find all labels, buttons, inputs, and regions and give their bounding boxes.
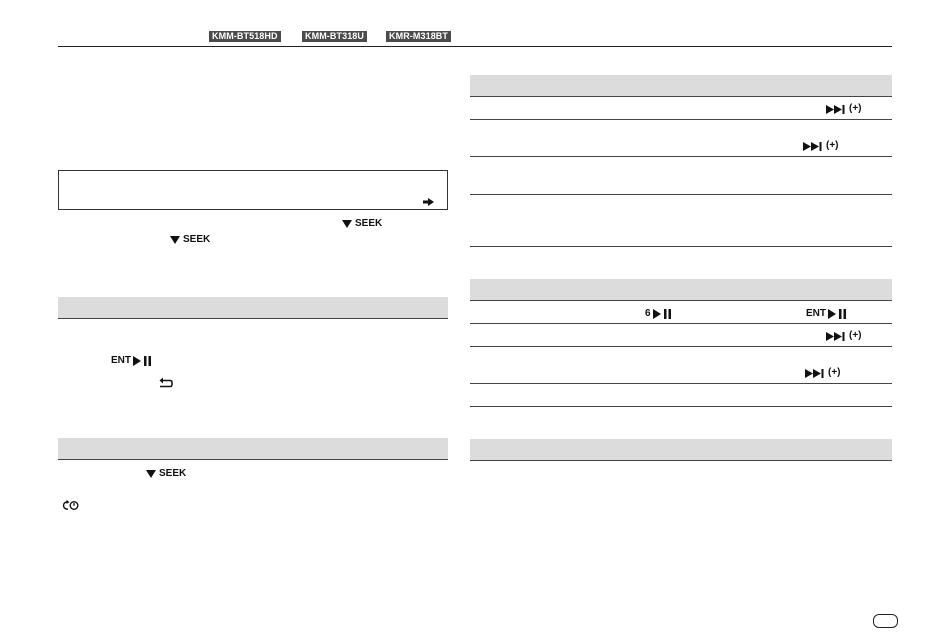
row-rule [470, 346, 892, 347]
next-plus-symbol [826, 330, 862, 342]
six-label: 6 [645, 308, 651, 319]
plus-label: (+) [849, 103, 862, 114]
seek-button-symbol [342, 218, 382, 230]
ent-label: ENT [111, 355, 131, 366]
plus-label: (+) [828, 367, 841, 378]
down-triangle-icon [170, 236, 180, 244]
back-arrow-icon [159, 375, 173, 393]
play-pause-icon [653, 309, 673, 319]
model-badge-kmm-bt518hd: KMM-BT518HD [209, 31, 281, 42]
seek-button-symbol [146, 468, 186, 480]
row-rule [58, 459, 448, 460]
plus-label: (+) [826, 140, 839, 151]
page-number-box [873, 614, 898, 628]
ent-label: ENT [806, 308, 826, 319]
seek-label: SEEK [183, 234, 211, 245]
section-bar-right-1 [470, 75, 892, 96]
ent-play-pause-symbol [806, 308, 848, 320]
row-rule [470, 460, 892, 461]
section-bar-right-2 [470, 279, 892, 300]
next-track-icon [826, 105, 846, 114]
next-plus-symbol [803, 140, 839, 152]
note-box [58, 170, 448, 210]
six-play-pause-symbol [645, 308, 673, 320]
model-badge-kmr-m318bt: KMR-M318BT [386, 31, 451, 42]
row-rule [470, 96, 892, 97]
section-bar-left-1 [58, 297, 448, 318]
seek-label: SEEK [159, 468, 187, 479]
row-rule [58, 318, 448, 319]
section-bar-left-2 [58, 438, 448, 459]
model-badge-kmm-bt318u: KMM-BT318U [302, 31, 367, 42]
ent-play-pause-symbol [111, 355, 153, 367]
section-bar-right-3 [470, 439, 892, 460]
down-triangle-icon [146, 470, 156, 478]
row-rule [470, 323, 892, 324]
row-rule [470, 300, 892, 301]
next-plus-symbol [826, 103, 862, 115]
row-rule [470, 383, 892, 384]
next-track-icon [826, 332, 846, 341]
plus-label: (+) [849, 330, 862, 341]
seek-button-symbol [170, 234, 210, 246]
row-rule [470, 119, 892, 120]
next-track-icon [805, 369, 825, 378]
row-rule [470, 156, 892, 157]
down-triangle-icon [342, 220, 352, 228]
play-pause-icon [828, 309, 848, 319]
header-rule [58, 46, 892, 47]
row-rule [470, 194, 892, 195]
repeat-clock-icon [62, 498, 79, 516]
row-rule [470, 246, 892, 247]
next-plus-symbol [805, 367, 841, 379]
next-track-icon [803, 142, 823, 151]
row-rule [470, 406, 892, 407]
seek-label: SEEK [355, 218, 383, 229]
play-pause-icon [133, 356, 153, 366]
right-arrow-icon [423, 193, 435, 211]
